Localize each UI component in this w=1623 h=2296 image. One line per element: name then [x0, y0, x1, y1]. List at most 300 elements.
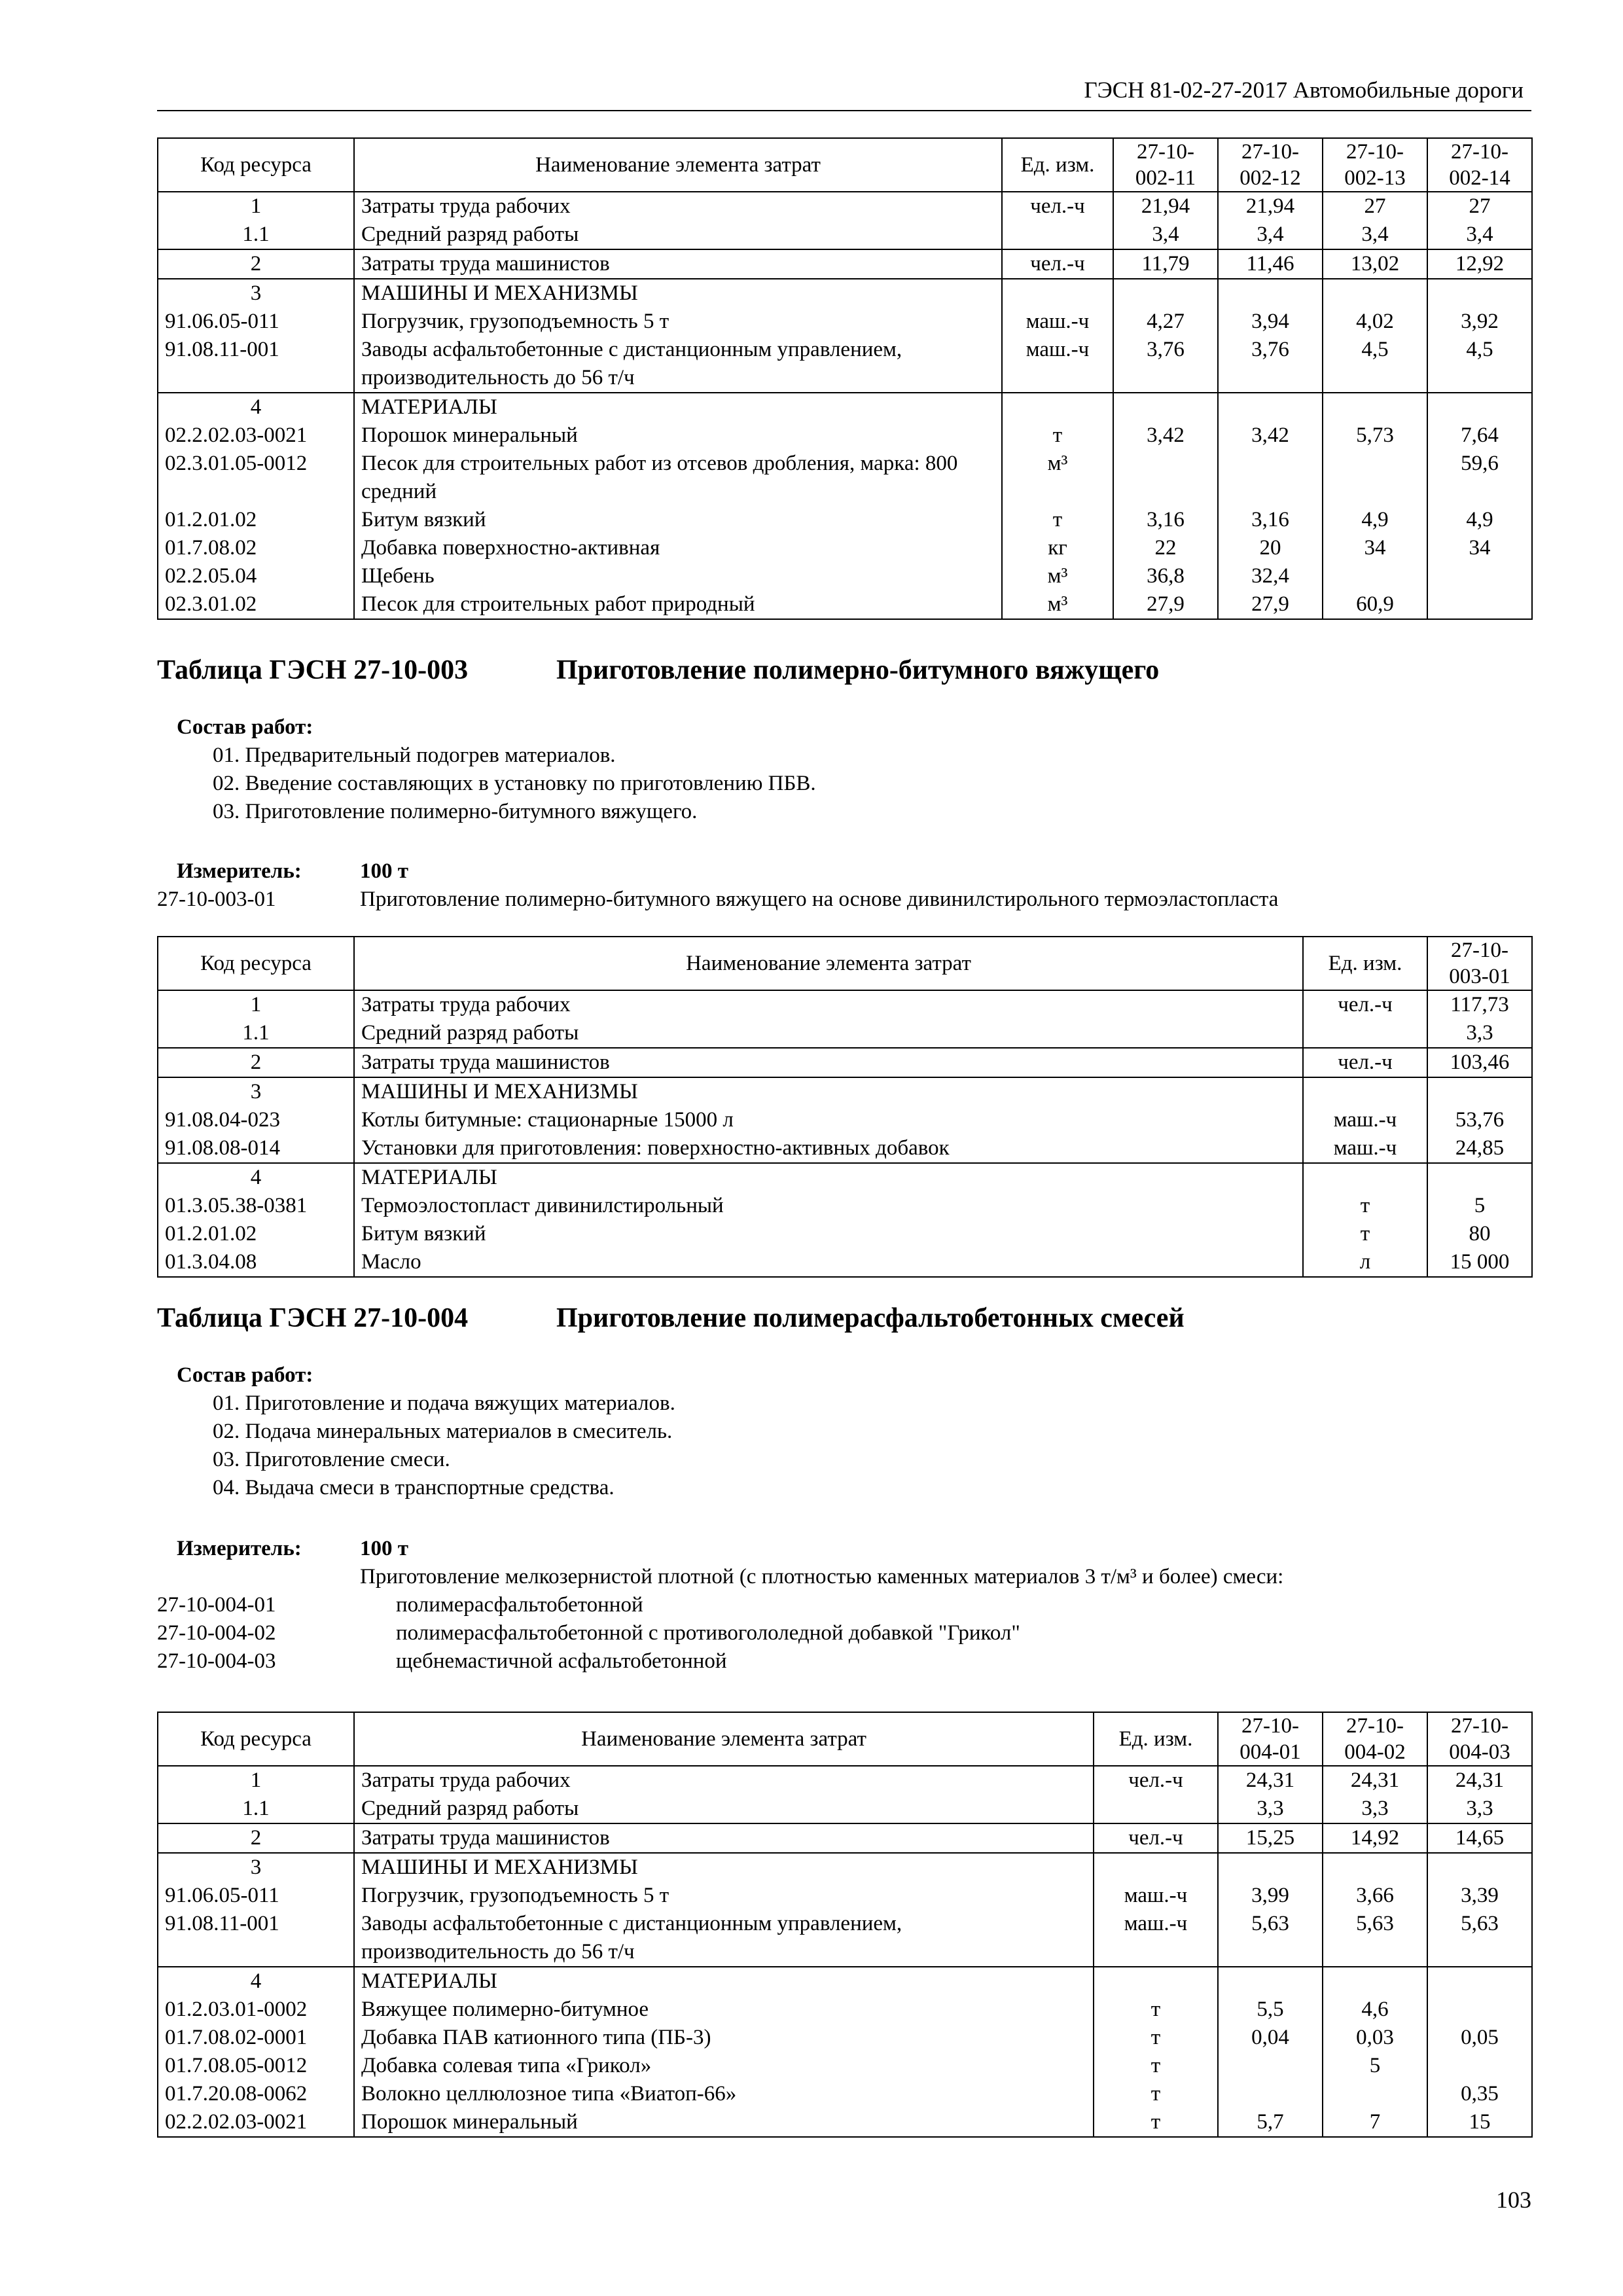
norm-value: 4,9	[1323, 506, 1427, 534]
table-header-row	[158, 937, 1532, 990]
resource-unit: т	[1094, 2080, 1218, 2108]
norm-text: щебнемастичной асфальтобетонной	[396, 1649, 727, 1673]
norm-value: 5,63	[1218, 1910, 1323, 1967]
norm-value: 4,5	[1427, 336, 1532, 393]
running-header	[157, 73, 1531, 111]
measure-value: 100 т	[360, 1537, 408, 1560]
resource-unit	[1002, 221, 1113, 249]
norm-value	[1427, 562, 1532, 590]
norm-code: 27-10-003-01	[157, 888, 276, 911]
table-row	[158, 1134, 1532, 1163]
table-row	[158, 308, 1532, 336]
resource-table-27-10-002	[157, 137, 1533, 620]
norm-value: 0,03	[1323, 2024, 1427, 2052]
norm-item	[157, 1619, 1283, 1647]
resource-code: 1.1	[158, 1019, 354, 1048]
resource-code: 3	[158, 1077, 354, 1106]
resource-unit: чел.-ч	[1002, 249, 1113, 279]
work-item: 01. Приготовление и подача вяжущих материалов.	[213, 1391, 675, 1415]
norm-value: 4,02	[1323, 308, 1427, 336]
resource-unit: чел.-ч	[1002, 192, 1113, 221]
table-row	[158, 1766, 1532, 1795]
table-row	[158, 534, 1532, 562]
resource-table-27-10-003	[157, 936, 1533, 1278]
resource-name: МАТЕРИАЛЫ	[354, 393, 1002, 422]
table-row	[158, 1996, 1532, 2024]
resource-name: Затраты труда рабочих	[354, 192, 1002, 221]
norm-item	[157, 1647, 1283, 1676]
resource-name: Волокно целлюлозное типа «Виатоп-66»	[354, 2080, 1094, 2108]
resource-unit: маш.-ч	[1094, 1882, 1218, 1910]
resource-code: 2	[158, 249, 354, 279]
resource-name: МАТЕРИАЛЫ	[354, 1163, 1303, 1192]
resource-code: 1.1	[158, 1795, 354, 1823]
resource-unit: маш.-ч	[1094, 1910, 1218, 1967]
norm-value	[1427, 279, 1532, 308]
norm-code: 27-10-004-03	[157, 1649, 276, 1673]
norm-value: 80	[1427, 1220, 1532, 1248]
page-number: 103	[1496, 2187, 1531, 2213]
resource-unit: т	[1094, 2052, 1218, 2080]
norm-value: 32,4	[1218, 562, 1323, 590]
norm-value: 3,4	[1323, 221, 1427, 249]
resource-unit: м³	[1002, 450, 1113, 506]
col-header-norm: 27-10-002-11	[1113, 138, 1218, 192]
resource-code: 02.3.01.05-0012	[158, 450, 354, 506]
table-body	[158, 192, 1532, 619]
resource-code: 02.2.02.03-0021	[158, 2108, 354, 2137]
table-row	[158, 393, 1532, 422]
work-item: 04. Выдача смеси в транспортные средства.	[213, 1476, 615, 1499]
resource-code: 01.2.01.02	[158, 1220, 354, 1248]
resource-name: Щебень	[354, 562, 1002, 590]
measure-block	[157, 1535, 1283, 1676]
table-row	[158, 1853, 1532, 1882]
resource-name: Вяжущее полимерно-битумное	[354, 1996, 1094, 2024]
resource-unit: чел.-ч	[1303, 990, 1427, 1019]
norm-value: 3,39	[1427, 1882, 1532, 1910]
norm-value	[1113, 393, 1218, 422]
norm-value	[1427, 590, 1532, 619]
norm-value: 24,85	[1427, 1134, 1532, 1163]
table-row	[158, 336, 1532, 393]
resource-name: Установки для приготовления: поверхностно-активных добавок	[354, 1134, 1303, 1163]
resource-unit: маш.-ч	[1002, 336, 1113, 393]
resource-unit: л	[1303, 1248, 1427, 1277]
norm-code: 27-10-004-01	[157, 1593, 276, 1617]
norm-value: 3,16	[1113, 506, 1218, 534]
norm-value: 27	[1323, 192, 1427, 221]
norm-item	[157, 886, 1278, 914]
norm-value: 3,3	[1218, 1795, 1323, 1823]
norm-value: 34	[1427, 534, 1532, 562]
norm-value: 3,99	[1218, 1882, 1323, 1910]
col-header-name: Наименование элемента затрат	[354, 937, 1303, 990]
measure-block	[157, 857, 1278, 914]
norm-value	[1427, 2052, 1532, 2080]
works-label: Состав работ:	[177, 715, 313, 739]
norm-value	[1323, 279, 1427, 308]
norm-text: полимерасфальтобетонной с противогололедной добавкой "Грикол"	[396, 1621, 1020, 1645]
col-header-unit: Ед. изм.	[1303, 937, 1427, 990]
norm-value	[1427, 1077, 1532, 1106]
resource-name: Затраты труда рабочих	[354, 1766, 1094, 1795]
resource-code: 02.2.02.03-0021	[158, 422, 354, 450]
work-item: 03. Приготовление полимерно-битумного вяжущего.	[213, 800, 698, 823]
table-row	[158, 1248, 1532, 1277]
running-header-title: ГЭСН 81-02-27-2017 Автомобильные дороги	[1084, 77, 1524, 103]
resource-unit: т	[1303, 1192, 1427, 1220]
table-row	[158, 590, 1532, 619]
norm-value: 117,73	[1427, 990, 1532, 1019]
col-header-unit: Ед. изм.	[1002, 138, 1113, 192]
norm-value	[1218, 2052, 1323, 2080]
table-body	[158, 990, 1532, 1277]
resource-unit: чел.-ч	[1303, 1048, 1427, 1077]
col-header-unit: Ед. изм.	[1094, 1712, 1218, 1766]
table-number: Таблица ГЭСН 27-10-003	[157, 655, 469, 685]
norm-value: 0,35	[1427, 2080, 1532, 2108]
col-header-norm: 27-10-002-12	[1218, 138, 1323, 192]
resource-unit: т	[1094, 2024, 1218, 2052]
norm-value: 3,94	[1218, 308, 1323, 336]
resource-name: Затраты труда рабочих	[354, 990, 1303, 1019]
norm-value: 0,05	[1427, 2024, 1532, 2052]
norm-value: 7,64	[1427, 422, 1532, 450]
resource-unit: маш.-ч	[1303, 1106, 1427, 1134]
table-row	[158, 1163, 1532, 1192]
norm-value	[1113, 450, 1218, 506]
table-row	[158, 1077, 1532, 1106]
norm-value: 36,8	[1113, 562, 1218, 590]
resource-code: 3	[158, 1853, 354, 1882]
table-row	[158, 2024, 1532, 2052]
norm-value: 3,16	[1218, 506, 1323, 534]
norm-code: 27-10-004-02	[157, 1621, 276, 1645]
work-item: 02. Подача минеральных материалов в смеситель.	[213, 1420, 673, 1443]
resource-name: Добавка солевая типа «Грикол»	[354, 2052, 1094, 2080]
table-row	[158, 192, 1532, 221]
resource-unit	[1002, 393, 1113, 422]
norm-text: полимерасфальтобетонной	[396, 1593, 643, 1617]
work-item: 01. Предварительный подогрев материалов.	[213, 744, 616, 767]
resource-unit	[1094, 1853, 1218, 1882]
resource-name: Порошок минеральный	[354, 2108, 1094, 2137]
norm-value	[1218, 279, 1323, 308]
table-row	[158, 1823, 1532, 1853]
resource-name: Битум вязкий	[354, 1220, 1303, 1248]
resource-name: Погрузчик, грузоподъемность 5 т	[354, 1882, 1094, 1910]
table-row	[158, 1220, 1532, 1248]
norm-value: 15	[1427, 2108, 1532, 2137]
table-row	[158, 2080, 1532, 2108]
norm-value	[1323, 1853, 1427, 1882]
table-title-27-10-003	[157, 655, 1159, 686]
norm-value	[1218, 1853, 1323, 1882]
table-caption: Приготовление полимерасфальтобетонных смесей	[556, 1303, 1185, 1333]
resource-unit	[1094, 1967, 1218, 1996]
norm-value: 21,94	[1113, 192, 1218, 221]
norm-value: 11,79	[1113, 249, 1218, 279]
resource-unit: т	[1303, 1220, 1427, 1248]
norm-value: 5,63	[1427, 1910, 1532, 1967]
table-row	[158, 1106, 1532, 1134]
resource-unit	[1303, 1019, 1427, 1048]
resource-code: 01.2.03.01-0002	[158, 1996, 354, 2024]
table-row	[158, 506, 1532, 534]
resource-code: 01.7.08.05-0012	[158, 2052, 354, 2080]
norm-value: 3,42	[1218, 422, 1323, 450]
resource-code: 4	[158, 1967, 354, 1996]
table-header-row	[158, 1712, 1532, 1766]
norm-value: 24,31	[1323, 1766, 1427, 1795]
resource-name: Термоэлостопласт дивинилстирольный	[354, 1192, 1303, 1220]
norm-value: 3,4	[1218, 221, 1323, 249]
resource-unit: чел.-ч	[1094, 1823, 1218, 1853]
resource-name: Средний разряд работы	[354, 1019, 1303, 1048]
norm-value: 24,31	[1218, 1766, 1323, 1795]
resource-unit: т	[1094, 1996, 1218, 2024]
norm-value: 103,46	[1427, 1048, 1532, 1077]
measure-value: 100 т	[360, 859, 408, 883]
resource-unit: маш.-ч	[1303, 1134, 1427, 1163]
norm-value: 27,9	[1113, 590, 1218, 619]
resource-code: 3	[158, 279, 354, 308]
resource-name: Заводы асфальтобетонные с дистанционным управлением, производительность до 56 т/ч	[354, 336, 1002, 393]
col-header-norm: 27-10-004-03	[1427, 1712, 1532, 1766]
resource-unit	[1303, 1077, 1427, 1106]
norm-value	[1218, 2080, 1323, 2108]
table-header-row	[158, 138, 1532, 192]
resource-code: 01.3.05.38-0381	[158, 1192, 354, 1220]
norm-value	[1218, 450, 1323, 506]
norm-value: 3,76	[1113, 336, 1218, 393]
work-item: 03. Приготовление смеси.	[213, 1448, 450, 1471]
norm-intro: Приготовление мелкозернистой плотной (с плотностью каменных материалов 3 т/м³ и более) смеси:	[360, 1565, 1284, 1588]
resource-name: Средний разряд работы	[354, 221, 1002, 249]
norm-value	[1323, 450, 1427, 506]
resource-code: 1	[158, 1766, 354, 1795]
norm-value: 3,76	[1218, 336, 1323, 393]
norm-value: 14,92	[1323, 1823, 1427, 1853]
resource-name: МАШИНЫ И МЕХАНИЗМЫ	[354, 1853, 1094, 1882]
resource-code: 02.2.05.04	[158, 562, 354, 590]
resource-code: 01.7.20.08-0062	[158, 2080, 354, 2108]
norm-value: 21,94	[1218, 192, 1323, 221]
resource-code: 2	[158, 1048, 354, 1077]
norm-value: 4,27	[1113, 308, 1218, 336]
table-row	[158, 450, 1532, 506]
norm-value: 15,25	[1218, 1823, 1323, 1853]
norm-value: 59,6	[1427, 450, 1532, 506]
resource-code: 1	[158, 192, 354, 221]
table-row	[158, 1192, 1532, 1220]
col-header-code: Код ресурса	[158, 937, 354, 990]
resource-name: МАШИНЫ И МЕХАНИЗМЫ	[354, 1077, 1303, 1106]
table-title-27-10-004	[157, 1302, 1185, 1334]
resource-name: Добавка поверхностно-активная	[354, 534, 1002, 562]
resource-code: 01.3.04.08	[158, 1248, 354, 1277]
norm-value: 12,92	[1427, 249, 1532, 279]
resource-code: 4	[158, 393, 354, 422]
norm-value: 5,73	[1323, 422, 1427, 450]
resource-code: 02.3.01.02	[158, 590, 354, 619]
resource-name: Песок для строительных работ из отсевов дробления, марка: 800 средний	[354, 450, 1002, 506]
resource-unit: м³	[1002, 562, 1113, 590]
resource-code: 2	[158, 1823, 354, 1853]
norm-value: 5,63	[1323, 1910, 1427, 1967]
col-header-norm: 27-10-002-14	[1427, 138, 1532, 192]
resource-code: 91.08.11-001	[158, 336, 354, 393]
norm-value: 4,6	[1323, 1996, 1427, 2024]
table-row	[158, 1910, 1532, 1967]
resource-unit: м³	[1002, 590, 1113, 619]
table-caption: Приготовление полимерно-битумного вяжущего	[556, 655, 1160, 685]
resource-code: 4	[158, 1163, 354, 1192]
norm-value: 3,4	[1427, 221, 1532, 249]
norm-value: 22	[1113, 534, 1218, 562]
table-row	[158, 2108, 1532, 2137]
norm-value: 0,04	[1218, 2024, 1323, 2052]
table-row	[158, 422, 1532, 450]
resource-unit	[1002, 279, 1113, 308]
norm-value: 3,3	[1427, 1795, 1532, 1823]
norm-value: 3,92	[1427, 308, 1532, 336]
table-row	[158, 1882, 1532, 1910]
col-header-name: Наименование элемента затрат	[354, 1712, 1094, 1766]
resource-name: Порошок минеральный	[354, 422, 1002, 450]
norm-value: 3,42	[1113, 422, 1218, 450]
resource-name: Песок для строительных работ природный	[354, 590, 1002, 619]
resource-unit: т	[1094, 2108, 1218, 2137]
resource-code: 91.08.04-023	[158, 1106, 354, 1134]
norm-value: 24,31	[1427, 1766, 1532, 1795]
norm-value: 4,9	[1427, 506, 1532, 534]
norm-value: 5	[1427, 1192, 1532, 1220]
resource-name: МАШИНЫ И МЕХАНИЗМЫ	[354, 279, 1002, 308]
resource-unit: маш.-ч	[1002, 308, 1113, 336]
measure-label: Измеритель:	[177, 859, 302, 883]
norm-value: 3,3	[1323, 1795, 1427, 1823]
norm-value: 27,9	[1218, 590, 1323, 619]
norm-value: 3,66	[1323, 1882, 1427, 1910]
resource-unit: чел.-ч	[1094, 1766, 1218, 1795]
resource-code: 01.7.08.02	[158, 534, 354, 562]
table-number: Таблица ГЭСН 27-10-004	[157, 1303, 469, 1333]
table-row	[158, 1795, 1532, 1823]
table-row	[158, 562, 1532, 590]
table-row	[158, 990, 1532, 1019]
norm-value: 11,46	[1218, 249, 1323, 279]
resource-name: Затраты труда машинистов	[354, 1048, 1303, 1077]
resource-code: 91.08.11-001	[158, 1910, 354, 1967]
table-row	[158, 249, 1532, 279]
norm-value	[1323, 1967, 1427, 1996]
norm-value: 20	[1218, 534, 1323, 562]
norm-value: 15 000	[1427, 1248, 1532, 1277]
norm-value	[1427, 1853, 1532, 1882]
resource-code: 01.2.01.02	[158, 506, 354, 534]
resource-code: 91.08.08-014	[158, 1134, 354, 1163]
table-body	[158, 1766, 1532, 2137]
resource-name: Масло	[354, 1248, 1303, 1277]
norm-value: 5,7	[1218, 2108, 1323, 2137]
table-row	[158, 1967, 1532, 1996]
resource-code: 01.7.08.02-0001	[158, 2024, 354, 2052]
col-header-code: Код ресурса	[158, 1712, 354, 1766]
col-header-norm: 27-10-004-02	[1323, 1712, 1427, 1766]
resource-name: Погрузчик, грузоподъемность 5 т	[354, 308, 1002, 336]
norm-value	[1427, 1967, 1532, 1996]
resource-code: 91.06.05-011	[158, 308, 354, 336]
norm-value	[1323, 2080, 1427, 2108]
norm-value	[1323, 562, 1427, 590]
norm-value: 34	[1323, 534, 1427, 562]
resource-name: Битум вязкий	[354, 506, 1002, 534]
work-composition	[177, 1361, 675, 1502]
norm-value	[1218, 393, 1323, 422]
table-row	[158, 2052, 1532, 2080]
work-item: 02. Введение составляющих в установку по приготовлению ПБВ.	[213, 772, 816, 795]
resource-name: Средний разряд работы	[354, 1795, 1094, 1823]
resource-name: Котлы битумные: стационарные 15000 л	[354, 1106, 1303, 1134]
resource-name: Заводы асфальтобетонные с дистанционным управлением, производительность до 56 т/ч	[354, 1910, 1094, 1967]
resource-code: 1	[158, 990, 354, 1019]
table-row	[158, 221, 1532, 249]
col-header-norm: 27-10-003-01	[1427, 937, 1532, 990]
resource-unit: кг	[1002, 534, 1113, 562]
norm-text: Приготовление полимерно-битумного вяжущего на основе дивинилстирольного термоэластопласта	[360, 888, 1279, 911]
norm-value: 14,65	[1427, 1823, 1532, 1853]
norm-value	[1218, 1967, 1323, 1996]
col-header-code: Код ресурса	[158, 138, 354, 192]
norm-value: 7	[1323, 2108, 1427, 2137]
norm-value	[1427, 1163, 1532, 1192]
resource-code: 1.1	[158, 221, 354, 249]
col-header-name: Наименование элемента затрат	[354, 138, 1002, 192]
norm-value	[1427, 393, 1532, 422]
table-row	[158, 1019, 1532, 1048]
resource-table-27-10-004	[157, 1712, 1533, 2138]
resource-name: Затраты труда машинистов	[354, 249, 1002, 279]
norm-value: 5,5	[1218, 1996, 1323, 2024]
norm-value: 3,4	[1113, 221, 1218, 249]
resource-unit	[1303, 1163, 1427, 1192]
resource-name: МАТЕРИАЛЫ	[354, 1967, 1094, 1996]
norm-value: 5	[1323, 2052, 1427, 2080]
norm-value: 4,5	[1323, 336, 1427, 393]
norm-value: 3,3	[1427, 1019, 1532, 1048]
norm-value	[1427, 1996, 1532, 2024]
work-composition	[177, 713, 816, 826]
norm-value	[1113, 279, 1218, 308]
resource-unit	[1094, 1795, 1218, 1823]
resource-unit: т	[1002, 422, 1113, 450]
col-header-norm: 27-10-002-13	[1323, 138, 1427, 192]
resource-unit: т	[1002, 506, 1113, 534]
norm-value: 60,9	[1323, 590, 1427, 619]
col-header-norm: 27-10-004-01	[1218, 1712, 1323, 1766]
norm-item	[157, 1591, 1283, 1619]
resource-name: Затраты труда машинистов	[354, 1823, 1094, 1853]
norm-value	[1323, 393, 1427, 422]
norm-value: 27	[1427, 192, 1532, 221]
norm-value: 53,76	[1427, 1106, 1532, 1134]
table-row	[158, 279, 1532, 308]
works-label: Состав работ:	[177, 1363, 313, 1387]
table-row	[158, 1048, 1532, 1077]
resource-code: 91.06.05-011	[158, 1882, 354, 1910]
